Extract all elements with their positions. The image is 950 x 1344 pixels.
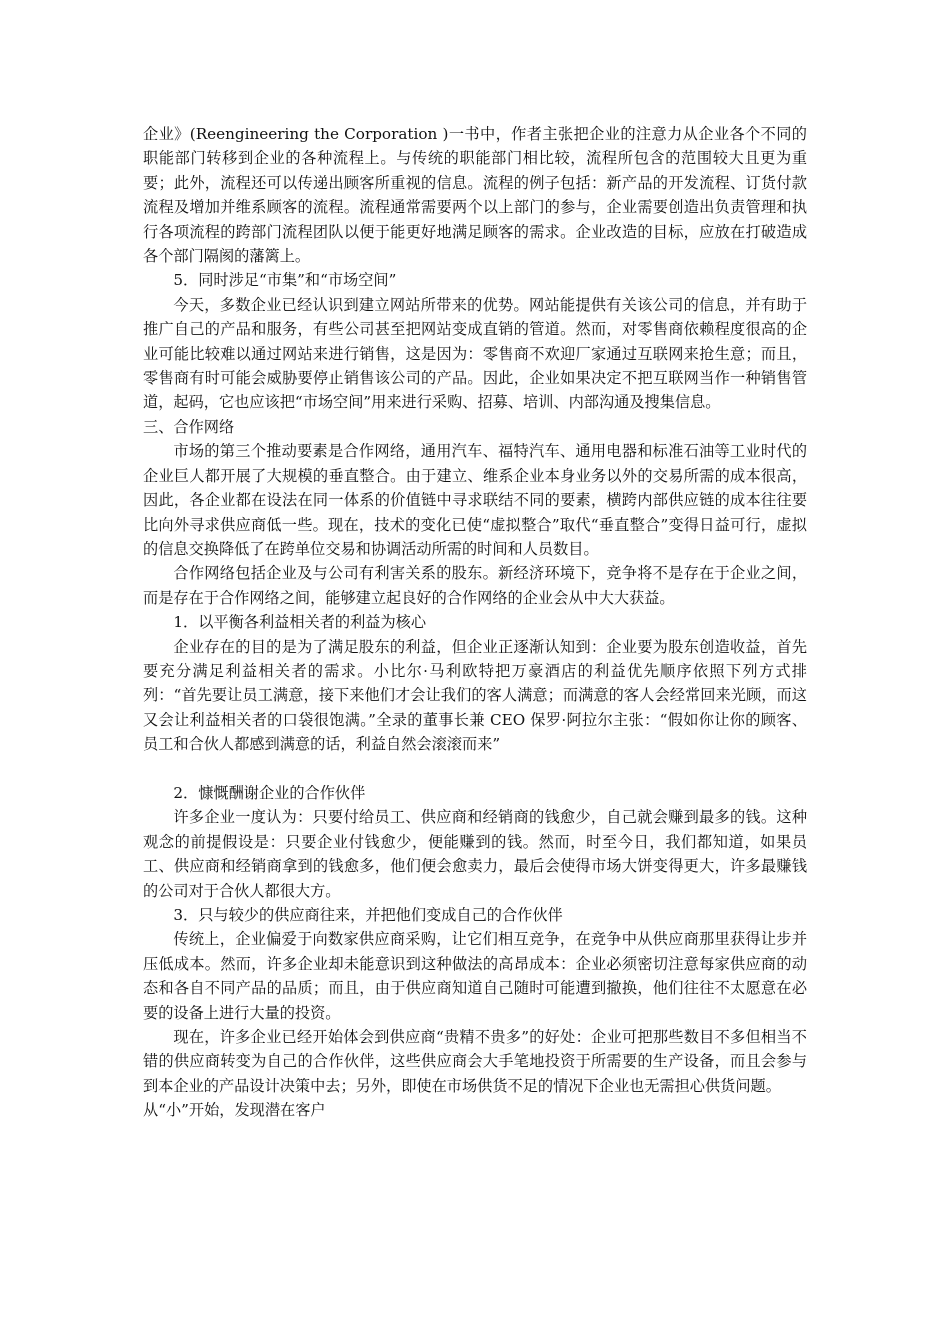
heading-start-small: 从“小”开始，发现潜在客户: [143, 1101, 326, 1120]
paragraph-virtual-integration: 市场的第三个推动要素是合作网络，通用汽车、福特汽车、通用电器和标准石油等工业时代的企业巨人都开展了大规模的垂直整合。由于建立、维系企业本身业务以外的交易所需的成本很高，因此，各企业都在设法在同一体系的价值链中寻求联结不同的要素，横跨内部供应链的成本往往要比向外寻求供应商低一些。现在，技术的变化已使“虚拟整合”取代“垂直整合”变得日益可行，虚拟的信息交换降低了在跨单位交易和协调活动所需的时间和人员数目。: [143, 442, 807, 558]
document-body: [143, 122, 807, 1123]
heading-fewer-suppliers: 3．只与较少的供应商往来，并把他们变成自己的合作伙伴: [173, 905, 563, 924]
paragraph-supplier-partners: 现在，许多企业已经开始体会到供应商“贵精不贵多”的好处：企业可把那些数目不多但相当不错的供应商转变为自己的合作伙伴，这些供应商会大手笔地投资于所需要的生产设备，而且会参与到本企业的产品设计决策中去；另外，即使在市场供货不足的情况下企业也无需担心供货问题。: [143, 1028, 807, 1095]
paragraph-supplier-competition: 传统上，企业偏爱于向数家供应商采购，让它们相互竞争，在竞争中从供应商那里获得让步并压低成本。然而，许多企业却未能意识到这种做法的高昂成本：企业必须密切注意每家供应商的动态和各自不同产品的品质；而且，由于供应商知道自己随时可能遭到撤换，他们往往不太愿意在必要的设备上进行大量的投资。: [143, 930, 807, 1022]
paragraph-stakeholder-satisfaction: 企业存在的目的是为了满足股东的利益，但企业正逐渐认知到：企业要为股东创造收益，首先要充分满足利益相关者的需求。小比尔·马利欧特把万豪酒店的利益优先顺序依照下列方式排列：“首先要让员工满意，接下来他们才会让我们的客人满意；而满意的客人会经常回来光顾，而这又会让利益相关者的口袋很饱满。”全录的董事长兼 CEO 保罗·阿拉尔主张：“假如你让你的顾客、员工和合伙人都感到满意的话，利益自然会滚滚而来”: [143, 637, 807, 754]
paragraph-network-competition: 合作网络包括企业及与公司有利害关系的股东。新经济环境下，竞争将不是存在于企业之间，而是存在于合作网络之间，能够建立起良好的合作网络的企业会从中大大获益。: [143, 564, 807, 607]
heading-reward-partners: 2．慷慨酬谢企业的合作伙伴: [173, 783, 366, 802]
paragraph-websites: 今天，多数企业已经认识到建立网站所带来的优势。网站能提供有关该公司的信息，并有助于推广自己的产品和服务，有些公司甚至把网站变成直销的管道。然而，对零售商依赖程度很高的企业可能比较难以通过网站来进行销售，这是因为：零售商不欢迎厂家通过互联网来抢生意；而且，零售商有时可能会威胁要停止销售该公司的产品。因此，企业如果决定不把互联网当作一种销售管道，起码，它也应该把“市场空间”用来进行采购、招募、培训、内部沟通及搜集信息。: [143, 295, 807, 412]
paragraph-process-reengineering: 企业》(Reengineering the Corporation )一书中，作者主张把企业的注意力从企业各个不同的职能部门转移到企业的各种流程上。与传统的职能部门相比较，流程所包含的范围较大且更为重要；此外，流程还可以传递出顾客所重视的信息。流程的例子包括：新产品的开发流程、订货付款流程及增加并维系顾客的流程。流程通常需要两个以上部门的参与，企业需要创造出负责管理和执行各项流程的跨部门流程团队以便于能更好地满足顾客的需求。企业改造的目标，应放在打破造成各个部门隔阂的藩篱上。: [143, 125, 807, 266]
blank-line: [143, 757, 807, 781]
paragraph-pay-partners: 许多企业一度认为：只要付给员工、供应商和经销商的钱愈少，自己就会赚到最多的钱。这种观念的前提假设是：只要企业付钱愈少，便能赚到的钱。然而，时至今日，我们都知道，如果员工、供应商和经销商拿到的钱愈多，他们便会愈卖力，最后会使得市场大饼变得更大，许多最赚钱的公司对于合伙人都很大方。: [143, 808, 807, 900]
heading-marketplace-marketspace: 5．同时涉足“市集”和“市场空间”: [173, 271, 397, 290]
heading-stakeholder-balance: 1．以平衡各利益相关者的利益为核心: [173, 613, 427, 632]
section-heading-cooperation-network: 三、合作网络: [143, 417, 235, 436]
